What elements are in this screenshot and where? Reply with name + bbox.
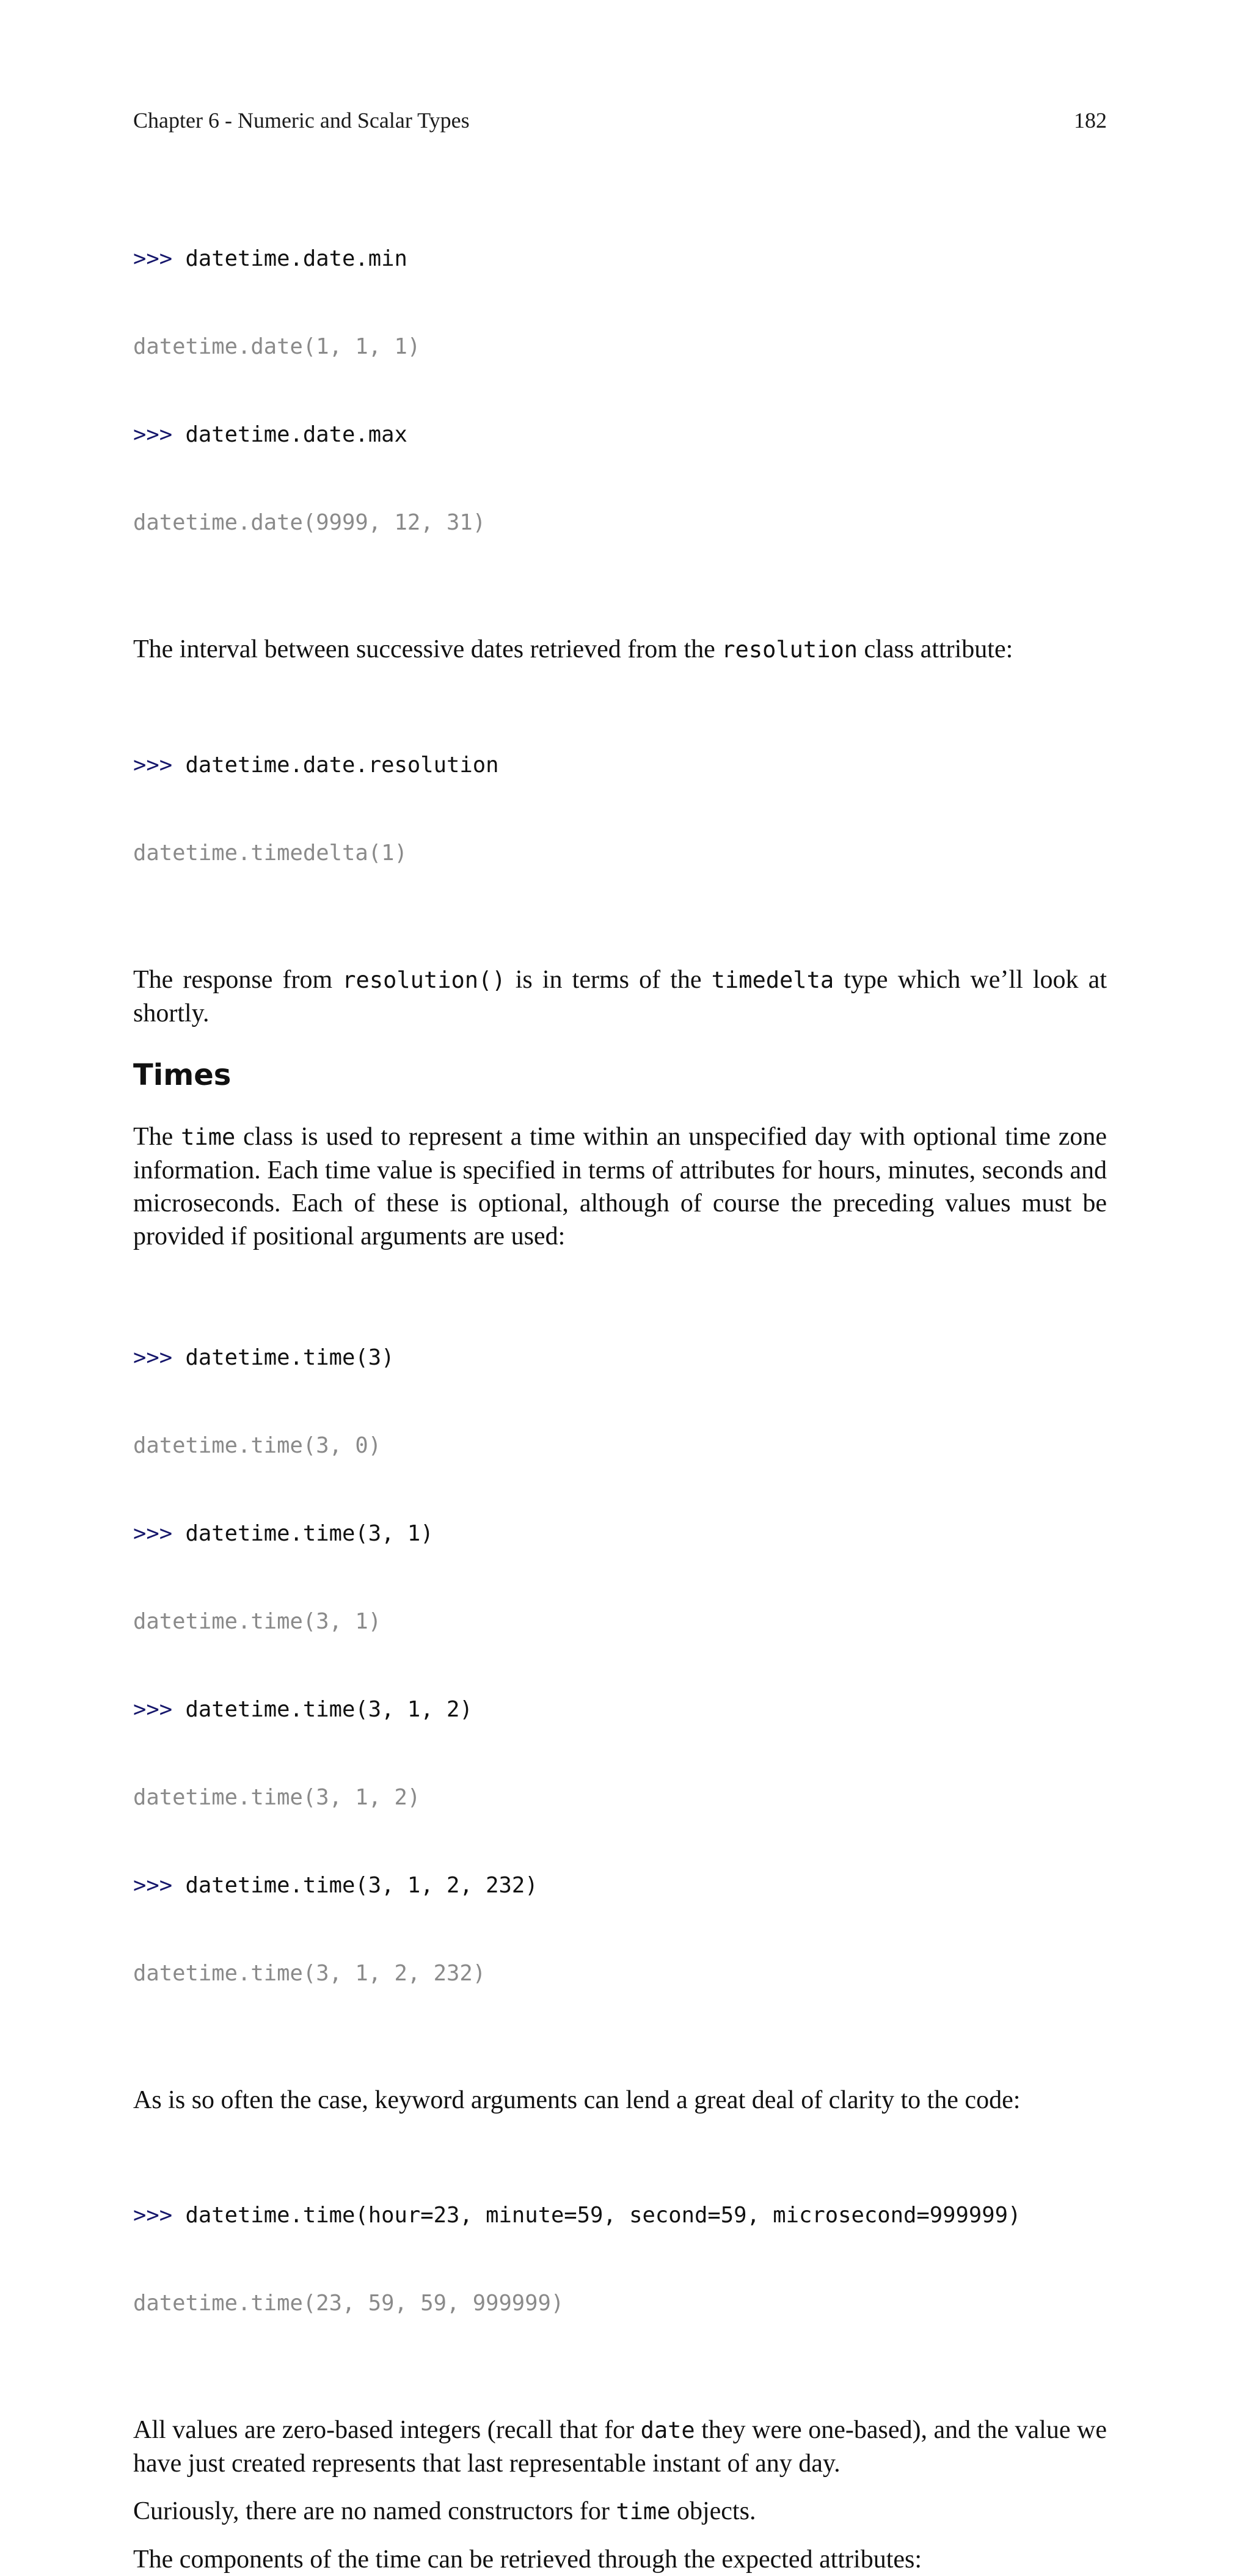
code-input-line [133,420,1107,450]
repl-prompt: >>> [133,422,173,447]
section-heading: Times [133,1058,232,1092]
text-run: The [133,1123,181,1151]
code-input-line [133,751,1107,780]
paragraph: The components of the time can be retrieved through the expected attributes: [133,2545,922,2574]
code-input: datetime.date.max [185,422,407,447]
inline-code: date [640,2417,695,2443]
code-input: datetime.date.resolution [185,753,499,778]
code-block [133,186,1107,596]
code-input-line [133,1871,1107,1900]
text-run: class attribute: [858,635,1013,663]
text-run: is in terms of the [505,966,712,994]
page-number: 182 [1074,108,1107,133]
code-output-line: datetime.time(3, 1) [133,1609,382,1634]
code-input-line [133,2201,1107,2230]
code-block [133,2142,1107,2377]
inline-code: resolution [721,637,858,663]
repl-prompt: >>> [133,246,173,271]
text-run: type which we’ll look at shortly. [133,966,1107,1027]
repl-prompt: >>> [133,753,173,778]
paragraph [133,963,1107,1030]
paragraph [133,2495,1107,2528]
repl-prompt: >>> [133,1521,173,1546]
text-run: Curiously, there are no named constructors for [133,2497,616,2525]
inline-code: timedelta [711,967,834,993]
code-output-line: datetime.timedelta(1) [133,841,407,866]
code-output-line: datetime.time(3, 1, 2) [133,1785,421,1810]
inline-code: time [616,2498,671,2525]
code-input: datetime.date.min [185,246,407,271]
code-output-line: datetime.time(3, 1, 2, 232) [133,1961,486,1986]
code-input-line [133,1343,1107,1373]
code-input: datetime.time(3, 1, 2, 232) [185,1873,538,1898]
code-output-line: datetime.time(23, 59, 59, 999999) [133,2291,564,2316]
text-run: objects. [670,2497,756,2525]
repl-prompt: >>> [133,1345,173,1370]
code-input-line [133,244,1107,274]
text-run: The interval between successive dates retrieved from the [133,635,722,663]
repl-prompt: >>> [133,1873,173,1898]
code-output-line: datetime.date(1, 1, 1) [133,334,421,359]
code-block [133,692,1107,927]
code-block [133,1285,1107,2047]
code-input: datetime.time(hour=23, minute=59, second=59, microsecond=999999) [185,2203,1021,2228]
code-input: datetime.time(3, 1, 2) [185,1697,473,1722]
chapter-title: Chapter 6 - Numeric and Scalar Types [133,108,470,133]
paragraph [133,633,1107,666]
code-input-line [133,1519,1107,1549]
text-run: The response from [133,966,343,994]
text-run: they were one-based), and the value we have just created represents that last representable instant of any day. [133,2416,1107,2478]
page-header [133,108,1107,133]
paragraph: As is so often the case, keyword arguments can lend a great deal of clarity to the code: [133,2086,1021,2114]
code-output-line: datetime.date(9999, 12, 31) [133,510,486,535]
code-output-line: datetime.time(3, 0) [133,1433,382,1458]
paragraph [133,1120,1107,1253]
repl-prompt: >>> [133,2203,173,2228]
code-input-line [133,1695,1107,1724]
text-run: class is used to represent a time within an unspecified day with optional time zone information. Each time value is specified in terms of attributes for hours, minutes, seconds and microseconds. Each of these is optional, although of course the preceding values must be provided if positional arguments are used: [133,1123,1107,1250]
inline-code: time [181,1124,236,1150]
code-input: datetime.time(3) [185,1345,395,1370]
code-input: datetime.time(3, 1) [185,1521,434,1546]
repl-prompt: >>> [133,1697,173,1722]
paragraph [133,2414,1107,2480]
page-content [133,186,1107,2576]
inline-code: resolution() [342,967,506,993]
text-run: All values are zero-based integers (recall that for [133,2416,641,2444]
